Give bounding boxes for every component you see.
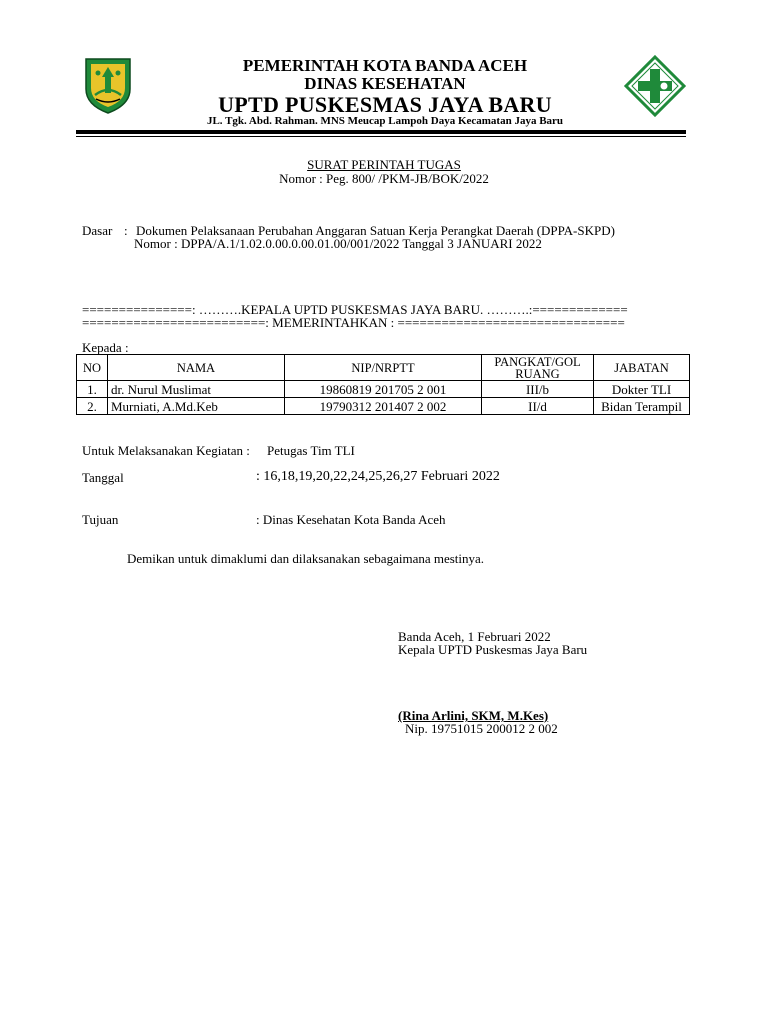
cell-pangkat: III/b (482, 381, 594, 398)
cell-no: 2. (77, 398, 108, 415)
dasar-line-2: Nomor : DPPA/A.1/1.02.0.00.0.00.01.00/001/2022 Tanggal 3 JANUARI 2022 (134, 236, 542, 251)
cell-nip: 19860819 201705 2 001 (285, 381, 482, 398)
table-row (77, 398, 690, 415)
kepada-label: Kepada : (82, 340, 129, 355)
kop-rule-thin (76, 136, 686, 137)
cell-jabatan: Bidan Terampil (594, 398, 690, 415)
cell-pangkat: II/d (482, 398, 594, 415)
perintah-line-2: =========================: MEMERINTAHKAN : =============================== (82, 315, 625, 330)
table-row (77, 381, 690, 398)
perintah-line-1: ===============: ……….KEPALA UPTD PUSKESMAS JAYA BARU. ……….:============= (82, 302, 628, 317)
puskesmas-cross-logo-icon (624, 55, 686, 117)
col-header-no: NO (77, 355, 108, 381)
signature-position: Kepala UPTD Puskesmas Jaya Baru (398, 642, 588, 657)
dasar-separator: : (124, 223, 128, 238)
kop-address: JL. Tgk. Abd. Rahman. MNS Meucap Lampoh Daya Kecamatan Jaya Baru (206, 115, 564, 127)
col-header-nama: NAMA (108, 355, 285, 381)
table-header-row (77, 355, 690, 381)
tanggal-label: Tanggal (82, 470, 124, 485)
kegiatan-label: Untuk Melaksanakan Kegiatan : (82, 443, 250, 458)
col-header-jabatan: JABATAN (594, 355, 690, 381)
cell-no: 1. (77, 381, 108, 398)
document-number: Nomor : Peg. 800/ /PKM-JB/BOK/2022 (279, 171, 489, 186)
document-title: SURAT PERINTAH TUGAS (307, 157, 461, 172)
cell-nama: Murniati, A.Md.Keb (108, 398, 285, 415)
tanggal-value: : 16,18,19,20,22,24,25,26,27 Februari 2022 (256, 469, 500, 484)
kop-dinas: DINAS KESEHATAN (304, 74, 466, 93)
col-header-nip: NIP/NRPTT (285, 355, 482, 381)
kop-puskesmas: UPTD PUSKESMAS JAYA BARU (218, 92, 552, 117)
kop-pemerintah: PEMERINTAH KOTA BANDA ACEH (242, 56, 528, 75)
cell-jabatan: Dokter TLI (594, 381, 690, 398)
tujuan-label: Tujuan (82, 512, 119, 527)
closing-statement: Demikan untuk dimaklumi dan dilaksanakan sebagaimana mestinya. (127, 551, 485, 566)
dasar-line-1: Dokumen Pelaksanaan Perubahan Anggaran Satuan Kerja Perangkat Daerah (DPPA-SKPD) (136, 223, 615, 238)
signature-nip: Nip. 19751015 200012 2 002 (405, 721, 558, 736)
cell-nama: dr. Nurul Muslimat (108, 381, 285, 398)
signature-place-date: Banda Aceh, 1 Februari 2022 (398, 629, 551, 644)
kop-rule-thick (76, 130, 686, 134)
dasar-label: Dasar (82, 223, 113, 238)
banda-aceh-emblem-icon (78, 55, 138, 115)
tujuan-value: : Dinas Kesehatan Kota Banda Aceh (256, 512, 446, 527)
cell-nip: 19790312 201407 2 002 (285, 398, 482, 415)
personnel-table (76, 354, 690, 415)
col-header-pangkat: PANGKAT/GOL RUANG (482, 355, 594, 381)
signature-name: (Rina Arlini, SKM, M.Kes) (398, 708, 549, 723)
kegiatan-value: Petugas Tim TLI (267, 443, 355, 458)
